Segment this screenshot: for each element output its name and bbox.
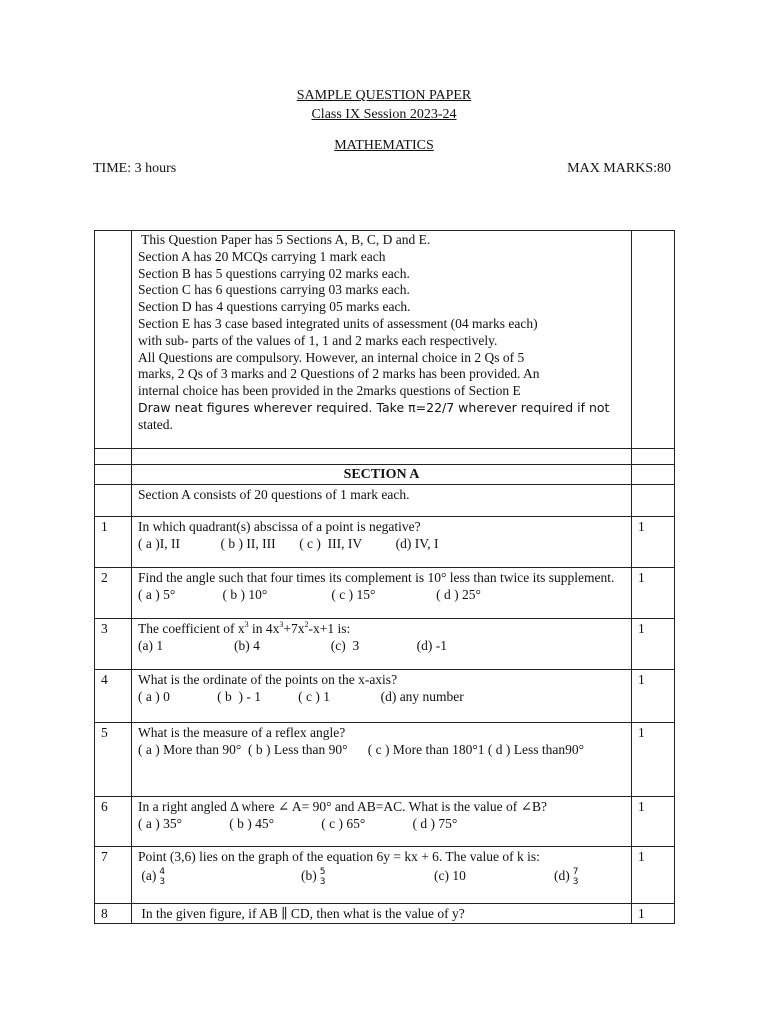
question-row <box>95 517 675 568</box>
question-text: What is the measure of a reflex angle? <box>138 725 346 740</box>
question-options: ( a )I, II ( b ) II, III ( c ) III, IV (d) IV, I <box>138 536 439 551</box>
question-row <box>95 797 675 847</box>
time-allowed: TIME: 3 hours <box>93 161 177 176</box>
paper-header <box>0 86 768 155</box>
question-text: What is the ordinate of the points on the x-axis? <box>138 672 398 687</box>
section-desc-row <box>95 485 675 517</box>
question-marks: 1 <box>632 568 675 619</box>
question-cell <box>132 847 632 904</box>
fraction: 5 3 <box>319 867 326 887</box>
question-options <box>138 865 625 887</box>
question-marks: 1 <box>632 904 675 924</box>
option-a: (a) 4 3 <box>138 867 166 887</box>
subject-title: MATHEMATICS <box>334 138 434 153</box>
question-cell <box>132 619 632 670</box>
question-row <box>95 568 675 619</box>
instruction-line: marks, 2 Qs of 3 marks and 2 Questions of 2 marks has been provided. An <box>138 366 540 382</box>
section-description: Section A consists of 20 questions of 1 mark each. <box>132 485 632 517</box>
question-marks: 1 <box>632 670 675 723</box>
question-marks: 1 <box>632 517 675 568</box>
question-row <box>95 847 675 904</box>
instruction-line: Section D has 4 questions carrying 05 marks each. <box>138 299 411 315</box>
option-b: (b) 5 3 <box>301 867 326 887</box>
instruction-line: Draw neat figures wherever required. Take π=22/7 wherever required if not <box>138 399 610 415</box>
instructions-cell <box>132 231 632 449</box>
instruction-line: internal choice has been provided in the 2marks questions of Section E <box>138 383 521 399</box>
section-title: SECTION A <box>132 465 632 485</box>
question-table <box>94 230 675 924</box>
question-row <box>95 723 675 797</box>
question-text: In a right angled Δ where ∠ A= 90° and AB=AC. What is the value of ∠B? <box>138 799 547 814</box>
question-cell <box>132 723 632 797</box>
section-heading-row <box>95 465 675 485</box>
instructions-row <box>95 231 675 449</box>
question-number: 8 <box>95 904 132 924</box>
question-number: 1 <box>95 517 132 568</box>
question-text: Point (3,6) lies on the graph of the equation 6y = kx + 6. The value of k is: <box>138 849 540 864</box>
instruction-line: Section B has 5 questions carrying 02 marks each. <box>138 265 410 281</box>
question-number: 5 <box>95 723 132 797</box>
question-text: In which quadrant(s) abscissa of a point is negative? <box>138 519 421 534</box>
question-number: 4 <box>95 670 132 723</box>
instruction-line: Section C has 6 questions carrying 03 marks each. <box>138 282 410 298</box>
question-cell <box>132 517 632 568</box>
question-number: 6 <box>95 797 132 847</box>
question-marks: 1 <box>632 723 675 797</box>
question-marks: 1 <box>632 797 675 847</box>
question-text: Find the angle such that four times its complement is 10° less than twice its supplement. <box>138 570 615 585</box>
question-options: (a) 1 (b) 4 (c) 3 (d) -1 <box>138 638 447 653</box>
instruction-line: with sub- parts of the values of 1, 1 and 2 marks each respectively. <box>138 332 498 348</box>
instruction-line: This Question Paper has 5 Sections A, B, C, D and E. <box>138 232 431 247</box>
option-c: (c) 10 <box>434 868 466 883</box>
question-options: ( a ) 5° ( b ) 10° ( c ) 15° ( d ) 25° <box>138 587 481 602</box>
instruction-line: stated. <box>138 416 173 432</box>
instruction-line: Section E has 3 case based integrated units of assessment (04 marks each) <box>138 315 538 331</box>
max-marks: MAX MARKS:80 <box>567 161 671 176</box>
instruction-line: Section A has 20 MCQs carrying 1 mark each <box>138 248 386 264</box>
fraction: 7 3 <box>572 867 579 887</box>
question-text: The coefficient of $x^3$ in $4x^3+7x^2-x+1$ is: <box>138 620 351 636</box>
question-row <box>95 670 675 723</box>
spacer-row <box>95 449 675 465</box>
question-options: ( a ) 35° ( b ) 45° ( c ) 65° ( d ) 75° <box>138 816 458 831</box>
paper-title: SAMPLE QUESTION PAPER <box>296 88 472 103</box>
question-marks: 1 <box>632 619 675 670</box>
option-d: (d) 7 3 <box>554 867 579 887</box>
question-cell <box>132 797 632 847</box>
question-marks: 1 <box>632 847 675 904</box>
instruction-line: All Questions are compulsory. However, an internal choice in 2 Qs of 5 <box>138 349 525 365</box>
question-cell <box>132 670 632 723</box>
question-options: ( a ) 0 ( b ) - 1 ( c ) 1 (d) any number <box>138 689 464 704</box>
question-number: 7 <box>95 847 132 904</box>
question-options: ( a ) More than 90° ( b ) Less than 90° ( c ) More than 180°1 ( d ) Less than90° <box>138 742 584 757</box>
class-session: Class IX Session 2023-24 <box>311 107 457 122</box>
question-cell <box>132 568 632 619</box>
question-number: 3 <box>95 619 132 670</box>
question-text: In the given figure, if AB ∥ CD, then what is the value of y? <box>132 904 632 924</box>
question-number: 2 <box>95 568 132 619</box>
question-row <box>95 904 675 924</box>
question-row <box>95 619 675 670</box>
fraction: 4 3 <box>159 867 166 887</box>
